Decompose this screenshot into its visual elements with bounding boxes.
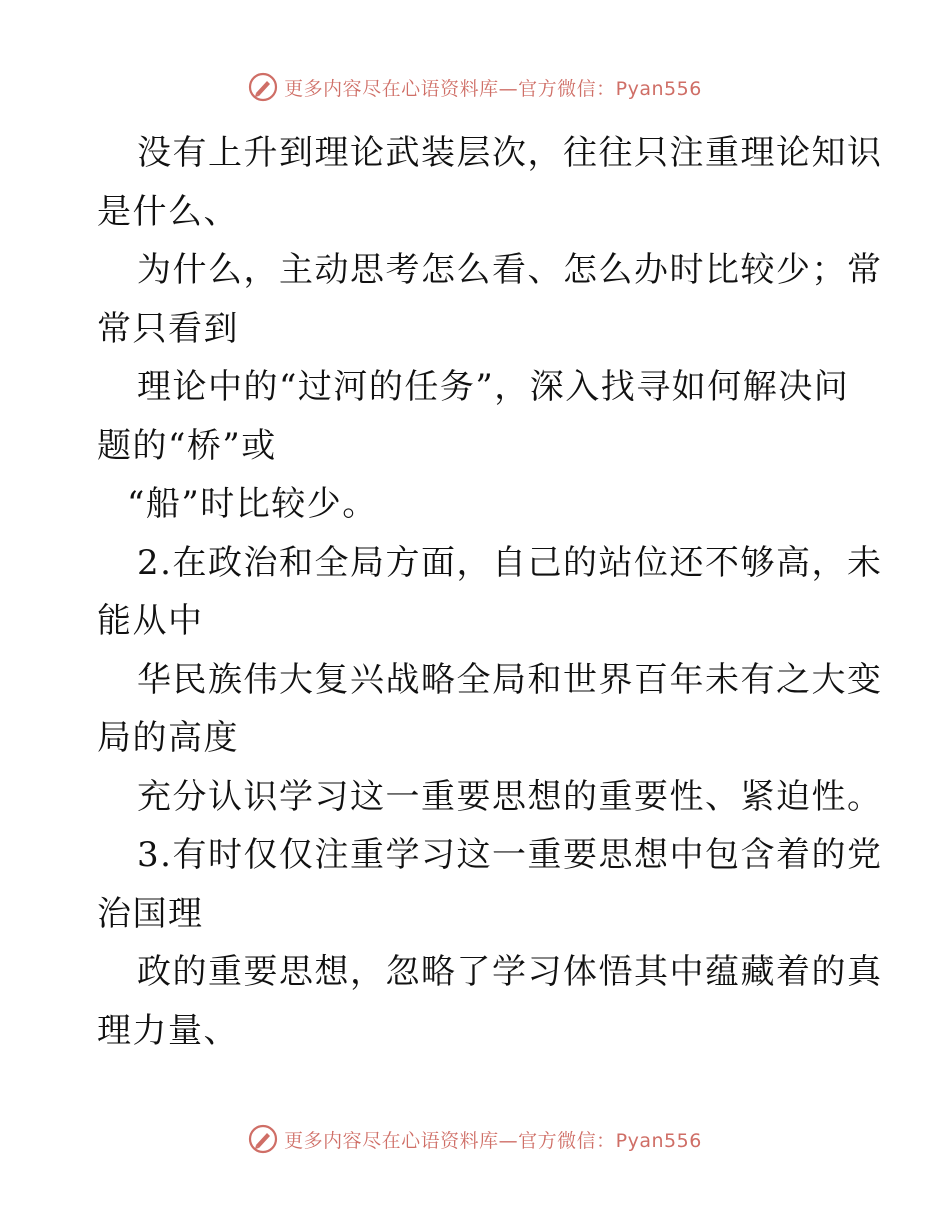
footer-watermark [0,1124,950,1154]
text-line: 华民族伟大复兴战略全局和世界百年未有之大变 [137,659,883,700]
footer-watermark-text: 更多内容尽在心语资料库—官方微信：Pyan556 [284,1129,702,1152]
text-line: 理论中的“过河的任务”，深入找寻如何解决问 [137,367,850,407]
pen-circle-logo-icon [248,72,278,102]
header-watermark [0,72,950,102]
pen-circle-logo-icon [248,1124,278,1154]
text-line: 充分认识学习这一重要思想的重要性、紧迫性。 [137,776,883,817]
text-line: 3.有时仅仅注重学习这一重要思想中包含着的党 [137,835,883,875]
text-line: 局的高度 [97,718,239,758]
text-line: 能从中 [97,601,204,641]
text-line: 题的“桥”或 [97,425,277,466]
text-line: 是什么、 [97,191,239,232]
header-watermark-text: 更多内容尽在心语资料库—官方微信：Pyan556 [284,77,702,100]
text-line: 为什么，主动思考怎么看、怎么办时比较少；常 [137,250,883,290]
text-line: 2.在政治和全局方面，自己的站位还不够高，未 [137,542,883,583]
text-line: 治国理 [97,893,204,934]
text-line: 常只看到 [97,308,239,349]
text-line: “船”时比较少。 [127,484,378,524]
text-line: 没有上升到理论武装层次，往往只注重理论知识 [137,133,883,173]
text-line: 政的重要思想，忽略了学习体悟其中蕴藏着的真 [137,952,883,992]
text-line: 理力量、 [97,1010,239,1051]
document-body [97,124,883,1060]
